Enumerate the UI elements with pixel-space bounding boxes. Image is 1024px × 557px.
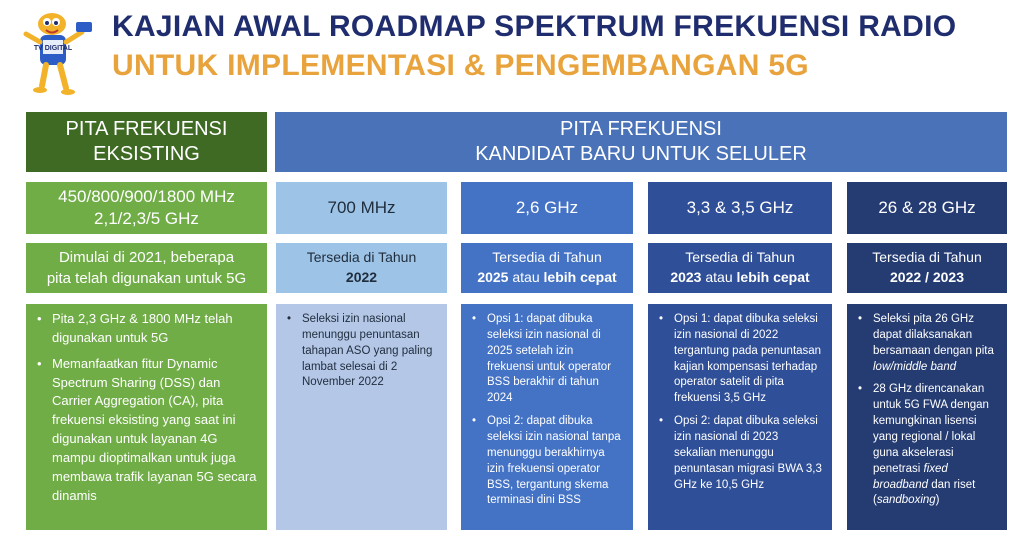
availability-mid: atau bbox=[508, 269, 544, 285]
existing-status-line1: Dimulai di 2021, beberapa bbox=[58, 249, 235, 266]
existing-heading bbox=[26, 112, 267, 172]
candidate-heading bbox=[275, 112, 1007, 172]
existing-bands bbox=[26, 182, 267, 234]
availability-label: Tersedia di Tahun bbox=[492, 249, 602, 266]
existing-heading-line2: EKSISTING bbox=[93, 143, 200, 165]
list-item: • Opsi 1: dapat dibuka seleksi izin nasional di 2025 setelah izin frekuensi untuk operator BSS berakhir di tahun 2024 bbox=[469, 312, 623, 407]
availability-year: 2022 / 2023 bbox=[890, 269, 964, 285]
availability-year: 2025 bbox=[477, 269, 509, 285]
availability-label: Tersedia di Tahun bbox=[306, 249, 417, 266]
band-2-6ghz: 2,6 GHz bbox=[461, 182, 633, 234]
availability-year-line bbox=[670, 268, 809, 288]
existing-details bbox=[26, 304, 267, 530]
bullet-text: Seleksi pita 26 GHz dapat dilaksanakan bersamaan dengan pita bbox=[873, 313, 994, 357]
existing-bullet-list bbox=[26, 304, 267, 518]
tv-digital-mascot-logo bbox=[22, 8, 94, 98]
availability-label: Tersedia di Tahun bbox=[685, 249, 795, 266]
existing-status-line2: pita telah digunakan untuk 5G bbox=[46, 270, 247, 287]
availability-year-line bbox=[477, 268, 616, 288]
list-item: • Memanfaatkan fitur Dynamic Spectrum Sharing (DSS) dan Carrier Aggregation (CA), pita frekuensi eksisting yang saat ini digunakan untuk layanan 4G mampu dioptimalkan untuk juga membawa trafik layanan 5G secara dinamis bbox=[34, 355, 257, 506]
candidate-heading-line1: PITA FREKUENSI bbox=[560, 118, 722, 140]
list-item: • Opsi 2: dapat dibuka seleksi izin nasional di 2023 sekalian menunggu penuntasan migrasi BWA 3,3 GHz ke 10,5 GHz bbox=[656, 414, 822, 493]
availability-700mhz bbox=[276, 243, 447, 293]
availability-year: 2023 bbox=[670, 269, 702, 285]
bullet-list-3-3-3-5ghz bbox=[648, 304, 832, 506]
bullet-emphasis: sandboxing bbox=[876, 494, 936, 507]
existing-bands-line1: 450/800/900/1800 MHz bbox=[58, 186, 235, 206]
existing-heading-line1: PITA FREKUENSI bbox=[65, 118, 228, 140]
availability-mid: atau bbox=[701, 269, 737, 285]
page-subtitle: UNTUK IMPLEMENTASI & PENGEMBANGAN 5G bbox=[112, 49, 809, 82]
existing-bands-line2: 2,1/2,3/5 GHz bbox=[94, 209, 199, 228]
bullet-list-2-6ghz bbox=[461, 304, 633, 522]
band-700mhz: 700 MHz bbox=[276, 182, 447, 234]
bullet-text: ) bbox=[935, 494, 940, 507]
details-2-6ghz bbox=[461, 304, 633, 530]
band-26-28ghz: 26 & 28 GHz bbox=[847, 182, 1007, 234]
bullet-emphasis: low/middle band bbox=[873, 360, 957, 373]
bullet-list-700mhz bbox=[276, 304, 447, 404]
bullet-list-26-28ghz bbox=[847, 304, 1007, 522]
list-item bbox=[855, 382, 997, 509]
list-item: • Opsi 1: dapat dibuka seleksi izin nasional di 2022 tergantung pada penuntasan kajian kompensasi terhadap operator satelit di pita frekuensi 3,5 GHz bbox=[656, 312, 822, 407]
availability-year: 2022 bbox=[345, 269, 378, 285]
details-3-3-3-5ghz bbox=[648, 304, 832, 530]
availability-2-6ghz bbox=[461, 243, 633, 293]
availability-suffix: lebih cepat bbox=[736, 269, 810, 285]
page-title: KAJIAN AWAL ROADMAP SPEKTRUM FREKUENSI RADIO bbox=[112, 10, 957, 43]
existing-status bbox=[26, 243, 267, 293]
availability-26-28ghz bbox=[847, 243, 1007, 293]
logo-badge-text: TV DIGITAL bbox=[33, 45, 73, 52]
bullet-text: dan riset ( bbox=[873, 478, 976, 507]
details-26-28ghz bbox=[847, 304, 1007, 530]
details-700mhz bbox=[276, 304, 447, 530]
list-item: • Pita 2,3 GHz & 1800 MHz telah digunakan untuk 5G bbox=[34, 310, 257, 348]
list-item bbox=[855, 312, 997, 375]
availability-label: Tersedia di Tahun bbox=[872, 249, 982, 266]
availability-suffix: lebih cepat bbox=[543, 269, 617, 285]
candidate-heading-line2: KANDIDAT BARU UNTUK SELULER bbox=[475, 143, 807, 165]
availability-3-3-3-5ghz bbox=[648, 243, 832, 293]
bullet-text: 28 GHz direncanakan untuk 5G FWA dengan kemungkinan lisensi yang regional / lokal guna akselerasi penetrasi bbox=[873, 383, 989, 475]
list-item: • Seleksi izin nasional menunggu penuntasan tahapan ASO yang paling lambat selesai di 2 November 2022 bbox=[284, 312, 437, 391]
band-3-3-3-5ghz: 3,3 & 3,5 GHz bbox=[648, 182, 832, 234]
bullet-emphasis: fixed broadband bbox=[873, 462, 948, 491]
list-item: • Opsi 2: dapat dibuka seleksi izin nasional tanpa menunggu berakhirnya izin frekuensi operator BSS, tergantung skema terminasi dini BSS bbox=[469, 414, 623, 509]
